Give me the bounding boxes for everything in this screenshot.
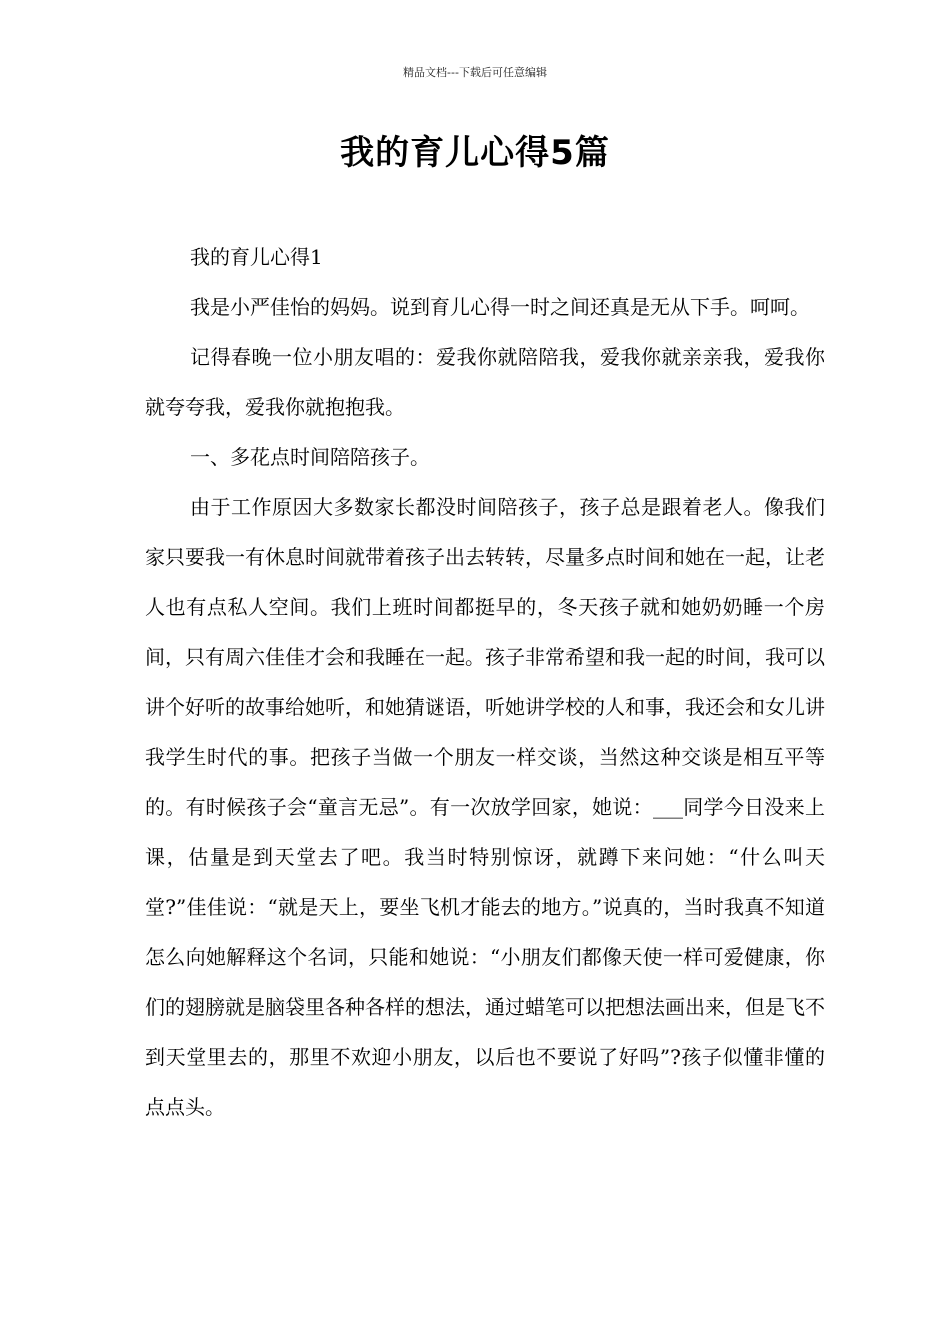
subheading-1: 一、多花点时间陪陪孩子。 — [190, 445, 430, 469]
paragraph-2: 记得春晚一位小朋友唱的：爱我你就陪陪我，爱我你就亲亲我，爱我你就夸夸我，爱我你就抱抱我。 — [145, 345, 825, 419]
paragraph-1: 我是小严佳怡的妈妈。说到育儿心得一时之间还真是无从下手。呵呵。 — [190, 295, 810, 319]
page-header: 精品文档---下载后可任意编辑 — [403, 66, 547, 79]
document-body — [145, 232, 825, 1132]
paragraph-3: 由于工作原因大多数家长都没时间陪孩子，孩子总是跟着老人。像我们家只要我一有休息时间就带着孩子出去转转，尽量多点时间和她在一起，让老人也有点私人空间。我们上班时间都挺早的，冬天孩子就和她奶奶睡一个房间，只有周六佳佳才会和我睡在一起。孩子非常希望和我一起的时间，我可以讲个好听的故事给她听，和她猜谜语，听她讲学校的人和事，我还会和女儿讲我学生时代的事。把孩子当做一个朋友一样交谈，当然这种交谈是相互平等的。有时候孩子会“童言无忌”。有一次放学回家，她说：___同学今日没来上课，估量是到天堂去了吧。我当时特别惊讶，就蹲下来问她：“什么叫天堂?”佳佳说：“就是天上，要坐飞机才能去的地方。”说真的，当时我真不知道怎么向她解释这个名词，只能和她说：“小朋友们都像天使一样可爱健康，你们的翅膀就是脑袋里各种各样的想法，通过蜡笔可以把想法画出来，但是飞不到天堂里去的，那里不欢迎小朋友，以后也不要说了好吗”?孩子似懂非懂的点点头。 — [145, 495, 825, 1119]
document-title: 我的育儿心得5篇 — [340, 133, 610, 173]
section-heading: 我的育儿心得1 — [190, 245, 323, 269]
